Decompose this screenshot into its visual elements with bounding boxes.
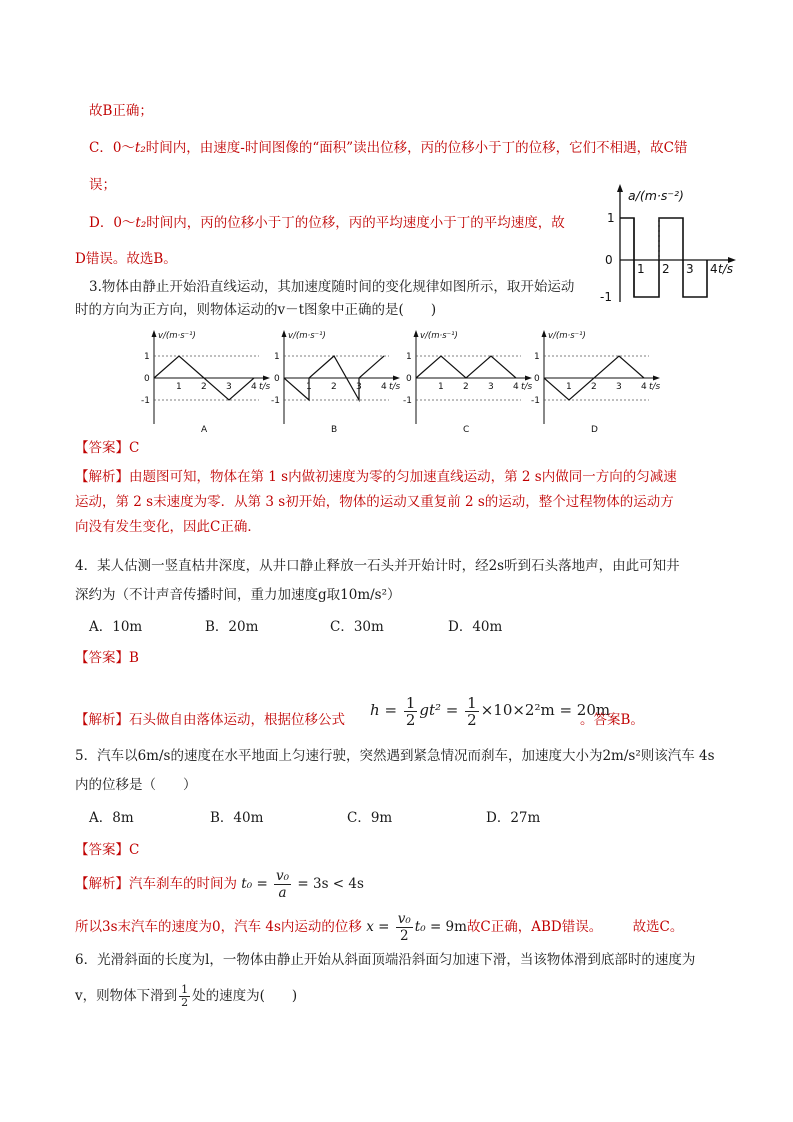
a-graph-ylabel: a/(m·s⁻²) <box>628 188 684 203</box>
vt-graph-B-ytick-neg: -1 <box>271 396 280 406</box>
vt-graph-B-xlabel: t/s <box>389 382 401 392</box>
line-c-explanation-cont: 误； <box>89 177 116 193</box>
vt-graph-B-x-arrow <box>393 376 400 381</box>
vt-graph-D-xtick-2: 2 <box>591 382 597 392</box>
vt-graph-D-x-arrow <box>653 376 660 381</box>
vt-graph-A-xtick-4: 4 <box>251 382 257 392</box>
vt-graph-A-x-arrow <box>263 376 270 381</box>
vt-graph-C-curve <box>416 356 516 378</box>
a-graph-ytick-pos: 1 <box>607 211 615 225</box>
vt-graph-B-xtick-2: 2 <box>331 382 337 392</box>
a-graph-xtick-2: 2 <box>662 262 670 276</box>
line-d-explanation: D．0～t₂时间内，丙的位移小于丁的位移，丙的平均速度小于丁的平均速度，故 <box>89 215 565 231</box>
q4-analysis: 【解析】石头做自由落体运动，根据位移公式 <box>75 712 345 728</box>
vt-graph-B-xtick-3: 3 <box>356 382 362 392</box>
vt-graph-D-xtick-3: 3 <box>616 382 622 392</box>
q4-stem-line1: 4．某人估测一竖直枯井深度，从井口静止释放一石头并开始计时，经2s听到石头落地声，由此可知井 <box>75 558 680 574</box>
vt-graph-D-xtick-1: 1 <box>566 382 572 392</box>
vt-graph-A-ytick-zero: 0 <box>144 374 150 384</box>
vt-graph-C-ytick-zero: 0 <box>406 374 412 384</box>
q4-option-c: C．30m <box>330 619 384 635</box>
vt-graph-A-xtick-3: 3 <box>226 382 232 392</box>
vt-graph-C-ylabel: v/(m·s⁻¹) <box>420 331 458 341</box>
q4-option-a: A．10m <box>89 619 143 635</box>
q5-analysis-line2: 所以3s末汽车的速度为0，汽车 4s内运动的位移 x = $\frac{\text{v₀}}{2}$ t₀ = 9m故C正确，ABD错误。 故选C。 <box>75 911 684 944</box>
q5-option-c: C．9m <box>347 810 393 826</box>
q3-answer: 【答案】C <box>75 440 140 456</box>
q5-stem-line2: 内的位移是（ ） <box>75 777 197 793</box>
vt-graph-B-xtick-4: 4 <box>381 382 387 392</box>
vt-graph-label-B: B <box>331 425 338 435</box>
vt-graph-D-y-arrow <box>542 330 547 337</box>
vt-graph-C-ytick-pos: 1 <box>406 352 412 362</box>
line-c-explanation: C．0～t₂时间内，由速度-时间图像的“面积”读出位移，丙的位移小于丁的位移，它们不相遇，故C错 <box>89 140 688 156</box>
q4-option-d: D．40m <box>448 619 503 635</box>
vt-graph-D-ytick-zero: 0 <box>534 374 540 384</box>
vt-graph-D-ytick-pos: 1 <box>534 352 540 362</box>
q3-analysis-line2: 运动，第 2 s末速度为零．从第 3 s初开始，物体的运动又重复前 2 s的运动，整个过程物体的运动方 <box>75 494 674 510</box>
vt-graph-C-xtick-1: 1 <box>438 382 444 392</box>
vt-graph-A-xtick-2: 2 <box>201 382 207 392</box>
vt-graph-A-ytick-neg: -1 <box>141 396 150 406</box>
vt-graph-A-ytick-pos: 1 <box>144 352 150 362</box>
q4-formula: h = $\frac{1}{2}$ gt² = $\frac{1}{2}$ ×10×2²m = 20m <box>370 693 611 729</box>
q3-stem-line2: 时的方向为正方向，则物体运动的v－t图象中正确的是( ) <box>75 302 437 318</box>
vt-graph-label-D: D <box>591 425 598 435</box>
line-d-conclusion: D错误。故选B。 <box>75 251 177 267</box>
vt-graph-B-ytick-zero: 0 <box>274 374 280 384</box>
q5-option-a: A．8m <box>89 810 134 826</box>
q4-answer: 【答案】B <box>75 650 139 666</box>
q4-analysis-end: 。答案B。 <box>580 712 644 728</box>
q5-answer: 【答案】C <box>75 842 140 858</box>
q6-stem-line1: 6．光滑斜面的长度为l，一物体由静止开始从斜面顶端沿斜面匀加速下滑，当该物体滑到底部时的速度为 <box>75 952 696 968</box>
vt-graph-B-xtick-1: 1 <box>306 382 312 392</box>
q3-analysis-line1: 【解析】由题图可知，物体在第 1 s内做初速度为零的匀加速直线运动，第 2 s内做同一方向的匀减速 <box>75 469 677 485</box>
q6-stem-line2: v，则物体下滑到 $\frac{1}{2}$ 处的速度为( ) <box>75 983 298 1009</box>
vt-graph-D-ytick-neg: -1 <box>531 396 540 406</box>
vt-graph-C-xtick-3: 3 <box>488 382 494 392</box>
vt-graph-C-x-arrow <box>525 376 532 381</box>
a-graph-xtick-3: 3 <box>686 262 694 276</box>
a-graph-xlabel: t/s <box>718 262 733 276</box>
q4-option-b: B．20m <box>205 619 259 635</box>
a-graph-ytick-zero: 0 <box>605 253 613 267</box>
a-graph-ytick-neg: -1 <box>600 290 612 304</box>
vt-graph-D-xlabel: t/s <box>649 382 660 392</box>
vt-graph-D-ylabel: v/(m·s⁻¹) <box>548 331 586 341</box>
vt-graph-C-xtick-4: 4 <box>513 382 519 392</box>
line-b-correct: 故B正确； <box>89 103 153 119</box>
vt-graph-D-xtick-4: 4 <box>641 382 647 392</box>
vt-graph-label-A: A <box>201 425 208 435</box>
a-graph-xtick-4: 4 <box>710 262 718 276</box>
q5-option-b: B．40m <box>210 810 264 826</box>
vt-graph-A-y-arrow <box>152 330 157 337</box>
vt-graph-B-y-arrow <box>282 330 287 337</box>
q3-stem-line1: 3.物体由静止开始沿直线运动，其加速度随时间的变化规律如图所示，取开始运动 <box>89 279 575 295</box>
q3-analysis-line3: 向没有发生变化，因此C正确． <box>75 519 261 535</box>
vt-graph-A-ylabel: v/(m·s⁻¹) <box>158 331 196 341</box>
vt-graph-options <box>140 328 660 436</box>
vt-graph-A-xlabel: t/s <box>259 382 271 392</box>
a-graph-xtick-1: 1 <box>637 262 645 276</box>
a-graph-square-wave <box>620 218 707 297</box>
q5-stem-line1: 5．汽车以6m/s的速度在水平地面上匀速行驶，突然遇到紧急情况而刹车，加速度大小为2m/s²则该汽车 4s <box>75 748 715 764</box>
vt-graph-C-xtick-2: 2 <box>463 382 469 392</box>
vt-graph-A-xtick-1: 1 <box>176 382 182 392</box>
vt-graph-label-C: C <box>463 425 470 435</box>
vt-graph-C-y-arrow <box>414 330 419 337</box>
q5-option-d: D．27m <box>486 810 541 826</box>
q5-analysis-line1: 【解析】汽车刹车的时间为 t₀ = $\frac{\text{v₀}}{a}$ = 3s < 4s <box>75 868 364 901</box>
vt-graph-C-xlabel: t/s <box>521 382 533 392</box>
vt-graph-B-ylabel: v/(m·s⁻¹) <box>288 331 326 341</box>
vt-graph-C-ytick-neg: -1 <box>403 396 412 406</box>
vt-graph-B-ytick-pos: 1 <box>274 352 280 362</box>
acceleration-time-graph <box>592 180 742 308</box>
q4-stem-line2: 深约为（不计声音传播时间，重力加速度g取10m/s²） <box>75 587 401 603</box>
